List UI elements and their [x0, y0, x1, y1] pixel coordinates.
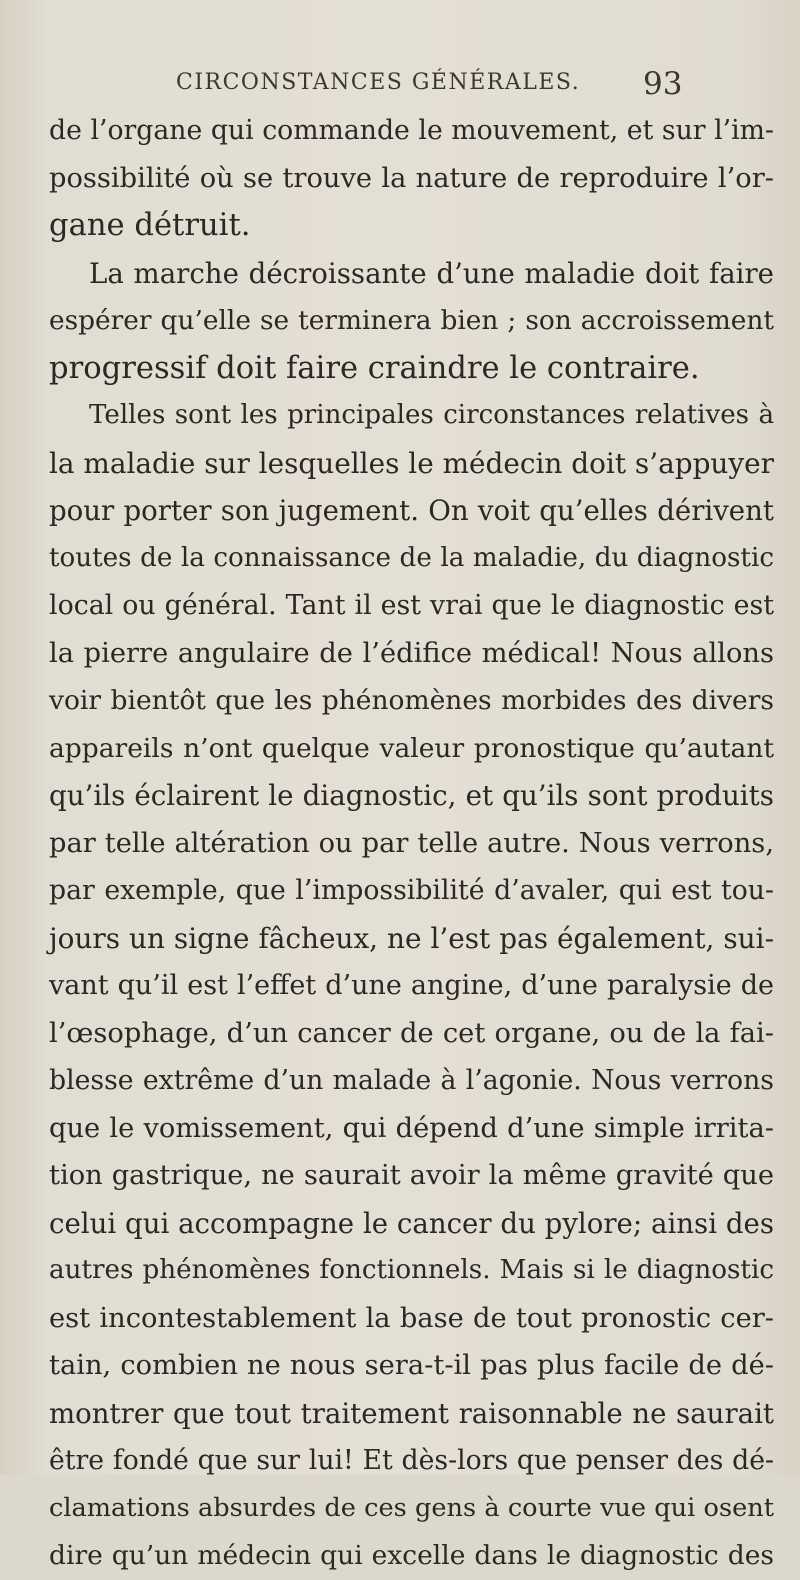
text-line: la maladie sur lesquelles le médecin doit s’appuyer [49, 446, 774, 480]
text-line: montrer que tout traitement raisonnable ne saurait [49, 1396, 774, 1430]
text-line: être fondé que sur lui! Et dès-lors que penser des dé- [49, 1445, 774, 1476]
text-line: progressif doit faire craindre le contraire. [49, 350, 700, 386]
text-line: La marche décroissante d’une maladie doit faire [89, 256, 774, 290]
text-line: de l’organe qui commande le mouvement, et sur l’im- [49, 115, 774, 146]
running-title: CIRCONSTANCES GÉNÉRALES. [176, 70, 581, 95]
text-line: appareils n’ont quelque valeur pronostique qu’autant [49, 732, 774, 764]
text-line: celui qui accompagne le cancer du pylore; ainsi des [49, 1206, 774, 1240]
text-line: voir bientôt que les phénomènes morbides des divers [49, 685, 774, 716]
text-line: possibilité où se trouve la nature de reproduire l’or- [49, 162, 774, 194]
text-line: la pierre angulaire de l’édifice médical! Nous allons [49, 637, 774, 669]
text-line: pour porter son jugement. On voit qu’elles dérivent [49, 494, 774, 527]
text-line: par telle altération ou par telle autre. Nous verrons, [49, 827, 774, 859]
text-line: par exemple, que l’impossibilité d’avaler, qui est tou- [49, 875, 774, 906]
text-line: autres phénomènes fonctionnels. Mais si le diagnostic [49, 1255, 774, 1285]
text-line: Telles sont les principales circonstances relatives à [89, 400, 774, 430]
text-line: que le vomissement, qui dépend d’une simple irrita- [49, 1112, 774, 1144]
text-line: tain, combien ne nous sera-t-il pas plus facile de dé- [49, 1350, 774, 1381]
text-line: local ou général. Tant il est vrai que le diagnostic est [49, 590, 774, 621]
text-line: dire qu’un médecin qui excelle dans le diagnostic des [49, 1540, 774, 1571]
text-line: qu’ils éclairent le diagnostic, et qu’ils sont produits [49, 779, 774, 812]
text-line: l’œsophage, d’un cancer de cet organe, ou de la fai- [49, 1017, 774, 1049]
text-line: est incontestablement la base de tout pronostic cer- [49, 1302, 774, 1334]
text-line: tion gastrique, ne saurait avoir la même gravité que [49, 1160, 774, 1191]
text-line: blesse extrême d’un malade à l’agonie. Nous verrons [49, 1065, 774, 1096]
running-header [0, 66, 800, 106]
text-line: vant qu’il est l’effet d’une angine, d’une paralysie de [49, 970, 774, 1001]
text-line: jours un signe fâcheux, ne l’est pas également, sui- [49, 921, 774, 955]
body-text [49, 107, 774, 1580]
page-number: 93 [643, 66, 683, 102]
text-line: clamations absurdes de ces gens à courte vue qui osent [49, 1492, 774, 1523]
text-line: gane détruit. [49, 208, 251, 243]
text-line: espérer qu’elle se terminera bien ; son accroissement [49, 305, 774, 336]
text-line: toutes de la connaissance de la maladie, du diagnostic [49, 542, 774, 573]
